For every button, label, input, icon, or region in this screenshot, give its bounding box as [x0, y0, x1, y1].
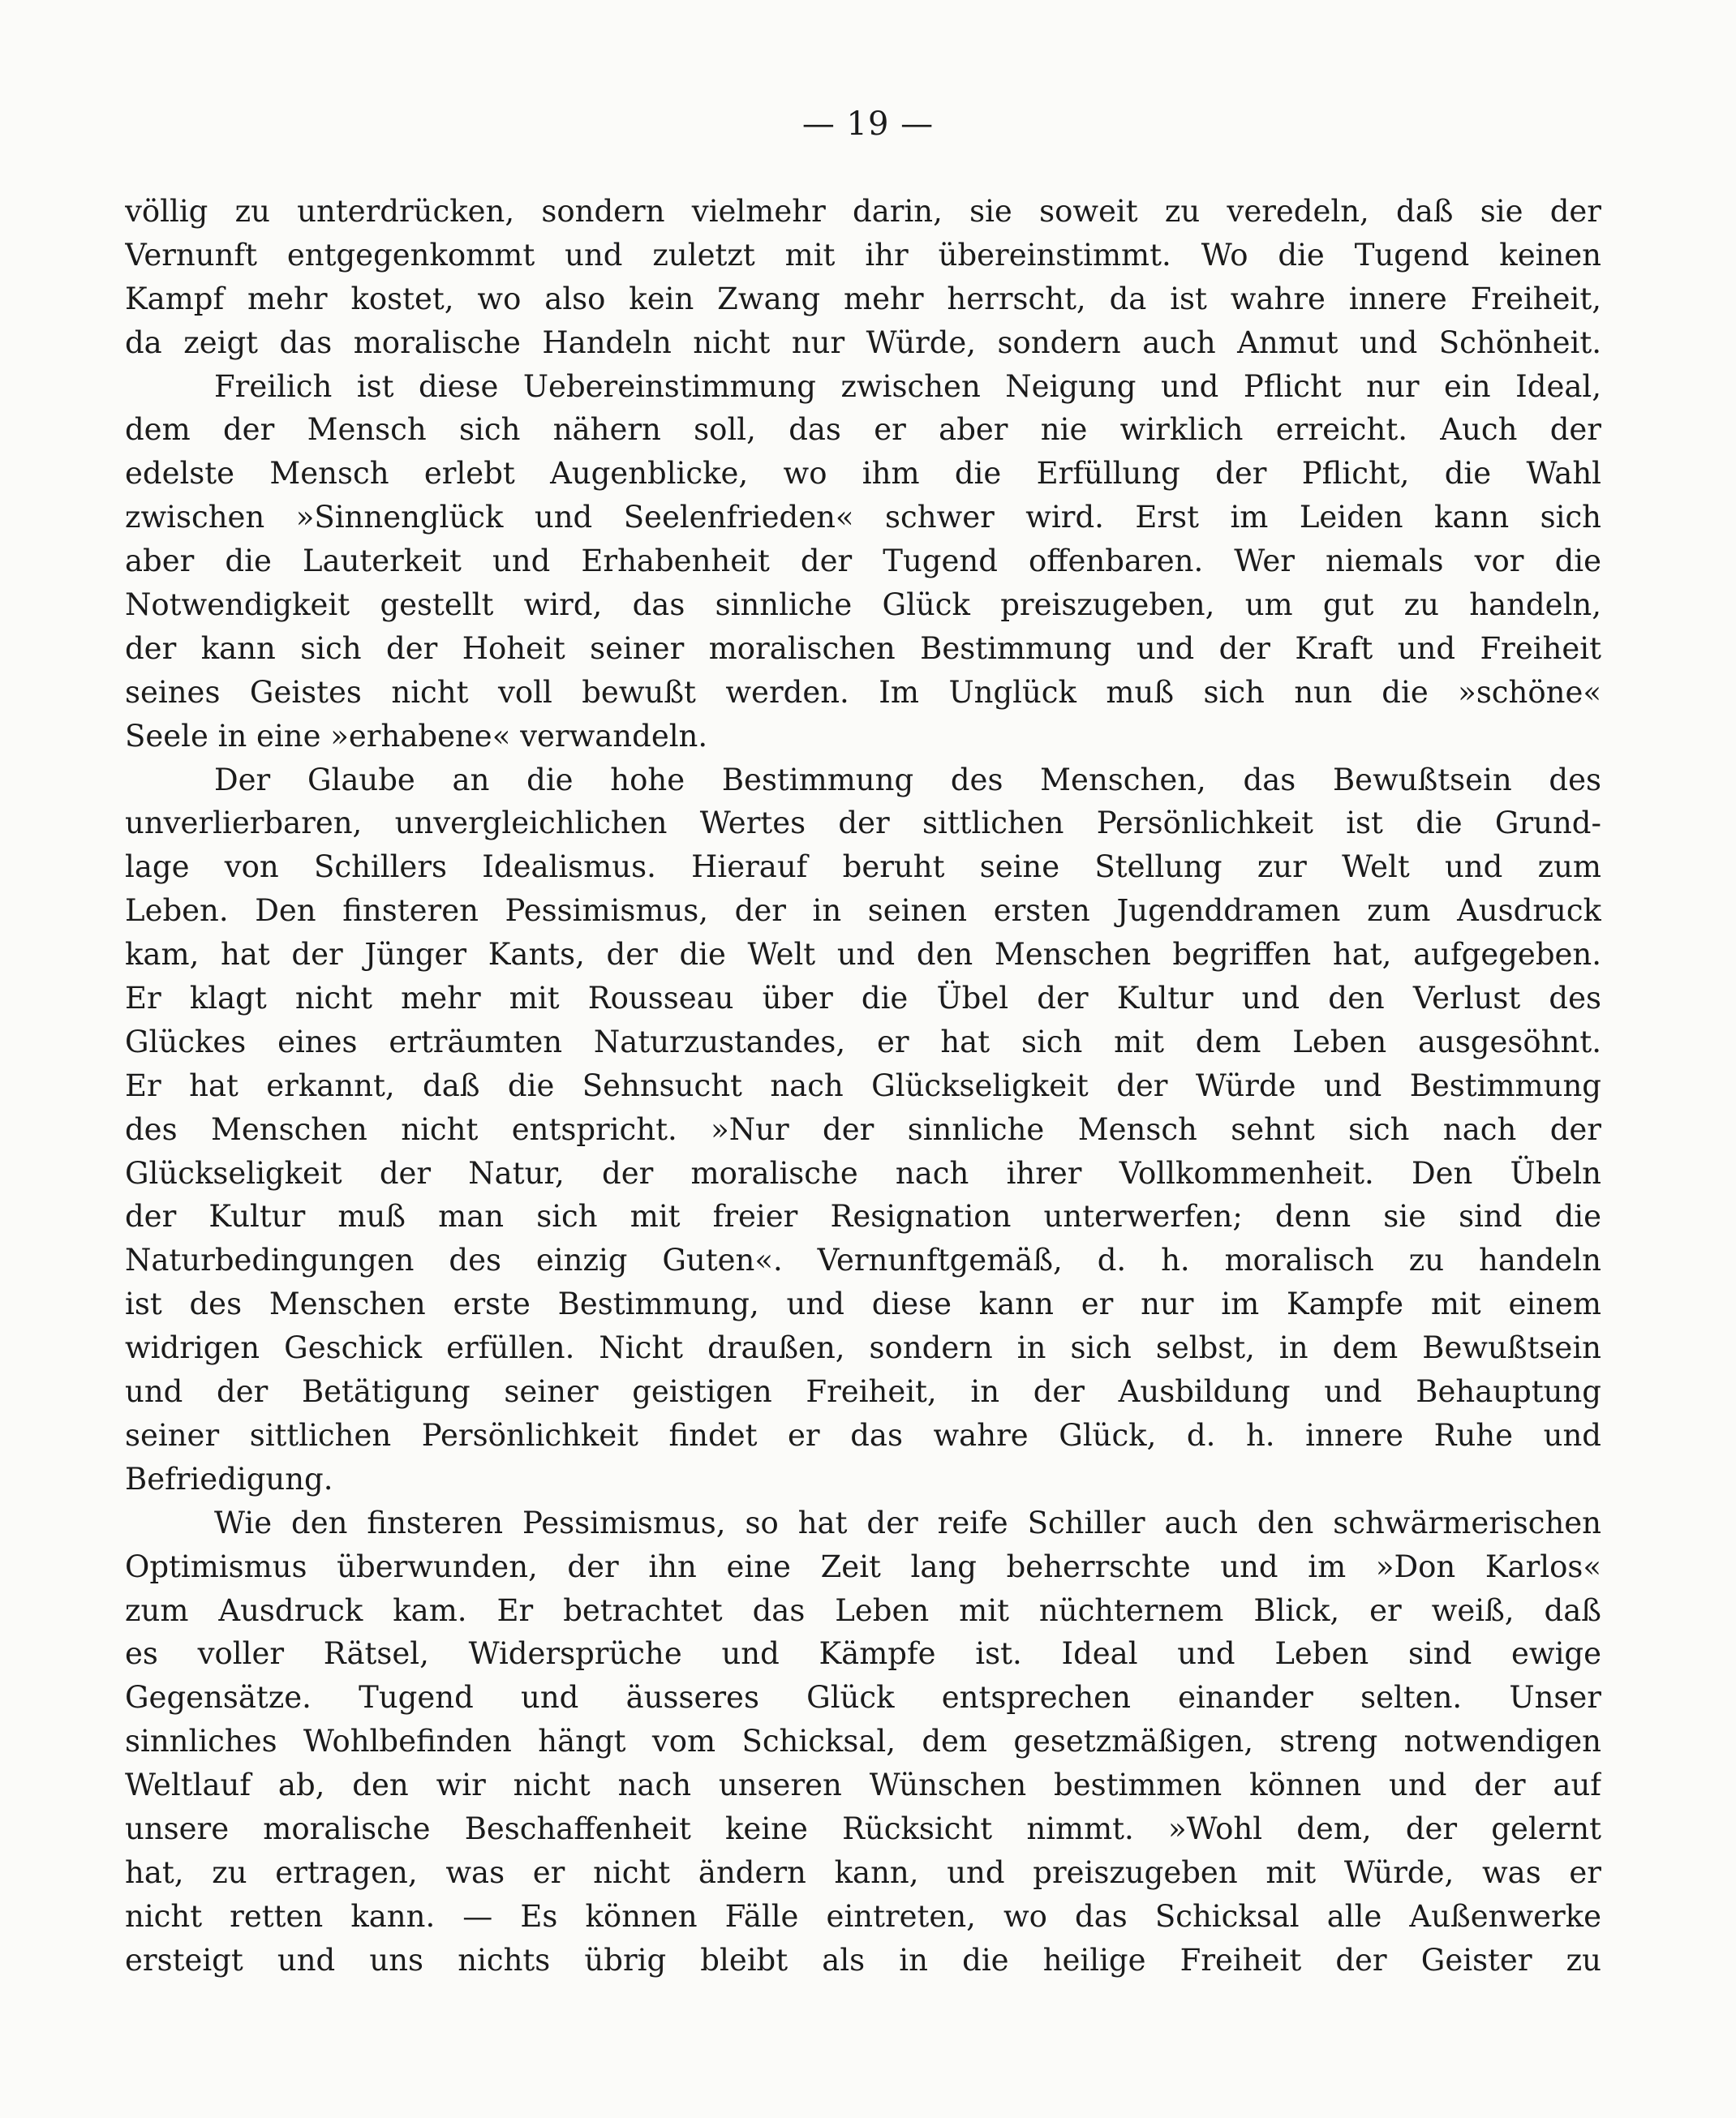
- text-line: der kann sich der Hoheit seiner moralischen Bestimmung und der Kraft und Freiheit: [125, 630, 1601, 666]
- text-line: sinnliches Wohlbefinden hängt vom Schicksal, dem gesetzmäßigen, streng notwendigen: [125, 1724, 1601, 1759]
- text-line: völlig zu unterdrücken, sondern vielmehr darin, sie soweit zu veredeln, daß sie der: [125, 194, 1601, 229]
- text-line: Naturbedingungen des einzig Guten«. Vernunftgemäß, d. h. moralisch zu handeln: [125, 1243, 1601, 1278]
- text-line: Weltlauf ab, den wir nicht nach unseren Wünschen bestimmen können und der auf: [125, 1768, 1601, 1803]
- text-line: Notwendigkeit gestellt wird, das sinnliche Glück preiszugeben, um gut zu handeln,: [125, 587, 1601, 623]
- text-line: unverlierbaren, unvergleichlichen Wertes der sittlichen Persönlichkeit ist die Grund-: [125, 806, 1601, 841]
- text-line: Er klagt nicht mehr mit Rousseau über die Übel der Kultur und den Verlust des: [125, 981, 1601, 1016]
- text-line: zwischen »Sinnenglück und Seelenfrieden« schwer wird. Erst im Leiden kann sich: [125, 500, 1601, 535]
- text-line: lage von Schillers Idealismus. Hierauf beruht seine Stellung zur Welt und zum: [125, 849, 1601, 885]
- text-line: widrigen Geschick erfüllen. Nicht draußen, sondern in sich selbst, in dem Bewußtsein: [125, 1330, 1601, 1366]
- text-line: der Kultur muß man sich mit freier Resignation unterwerfen; denn sie sind die: [125, 1199, 1601, 1235]
- text-line: des Menschen nicht entspricht. »Nur der sinnliche Mensch sehnt sich nach der: [125, 1111, 1601, 1147]
- text-line: seiner sittlichen Persönlichkeit findet er das wahre Glück, d. h. innere Ruhe und: [125, 1417, 1601, 1453]
- text-line: ist des Menschen erste Bestimmung, und diese kann er nur im Kampfe mit einem: [125, 1287, 1601, 1322]
- text-line: Wie den finsteren Pessimismus, so hat der reife Schiller auch den schwärmerischen: [214, 1505, 1601, 1540]
- text-line: dem der Mensch sich nähern soll, das er aber nie wirklich erreicht. Auch der: [125, 412, 1601, 448]
- page-number: — 19 —: [801, 105, 935, 143]
- text-line: Vernunft entgegenkommt und zuletzt mit ihr übereinstimmt. Wo die Tugend keinen: [125, 237, 1601, 273]
- text-line: zum Ausdruck kam. Er betrachtet das Leben mit nüchternem Blick, er weiß, daß: [125, 1592, 1601, 1628]
- text-line: es voller Rätsel, Widersprüche und Kämpfe ist. Ideal und Leben sind ewige: [125, 1636, 1601, 1672]
- text-line: Kampf mehr kostet, wo also kein Zwang mehr herrscht, da ist wahre innere Freiheit,: [125, 281, 1601, 316]
- text-line: nicht retten kann. — Es können Fälle eintreten, wo das Schicksal alle Außenwerke: [125, 1898, 1601, 1934]
- text-line: edelste Mensch erlebt Augenblicke, wo ihm die Erfüllung der Pflicht, die Wahl: [125, 456, 1601, 492]
- text-line: und der Betätigung seiner geistigen Freiheit, in der Ausbildung und Behauptung: [125, 1374, 1601, 1410]
- text-line: Freilich ist diese Uebereinstimmung zwischen Neigung und Pflicht nur ein Ideal,: [214, 368, 1601, 404]
- text-line: Glückes eines erträumten Naturzustandes, er hat sich mit dem Leben ausgesöhnt.: [125, 1024, 1601, 1059]
- text-line: Befriedigung.: [125, 1461, 333, 1497]
- text-line: Leben. Den finsteren Pessimismus, der in seinen ersten Jugenddramen zum Ausdruck: [125, 893, 1601, 929]
- text-line: Der Glaube an die hohe Bestimmung des Menschen, das Bewußtsein des: [214, 762, 1601, 797]
- text-line: Glückseligkeit der Natur, der moralische nach ihrer Vollkommenheit. Den Übeln: [125, 1155, 1601, 1191]
- text-line: da zeigt das moralische Handeln nicht nur Würde, sondern auch Anmut und Schönheit.: [125, 324, 1601, 360]
- text-line: Gegensätze. Tugend und äusseres Glück entsprechen einander selten. Unser: [125, 1680, 1601, 1716]
- text-line: Er hat erkannt, daß die Sehnsucht nach Glückseligkeit der Würde und Bestimmung: [125, 1068, 1601, 1103]
- text-line: Seele in eine »erhabene« verwandeln.: [125, 718, 708, 754]
- text-line: seines Geistes nicht voll bewußt werden. Im Unglück muß sich nun die »schöne«: [125, 674, 1601, 710]
- text-line: hat, zu ertragen, was er nicht ändern kann, und preiszugeben mit Würde, was er: [125, 1854, 1601, 1890]
- body-text: [125, 190, 1601, 1983]
- text-line: ersteigt und uns nichts übrig bleibt als in die heilige Freiheit der Geister zu: [125, 1942, 1601, 1978]
- text-line: unsere moralische Beschaffenheit keine Rücksicht nimmt. »Wohl dem, der gelernt: [125, 1811, 1601, 1846]
- text-line: Optimismus überwunden, der ihn eine Zeit lang beherrschte und im »Don Karlos«: [125, 1549, 1601, 1584]
- text-line: aber die Lauterkeit und Erhabenheit der Tugend offenbaren. Wer niemals vor die: [125, 543, 1601, 579]
- text-line: kam, hat der Jünger Kants, der die Welt und den Menschen begriffen hat, aufgegeben.: [125, 937, 1601, 973]
